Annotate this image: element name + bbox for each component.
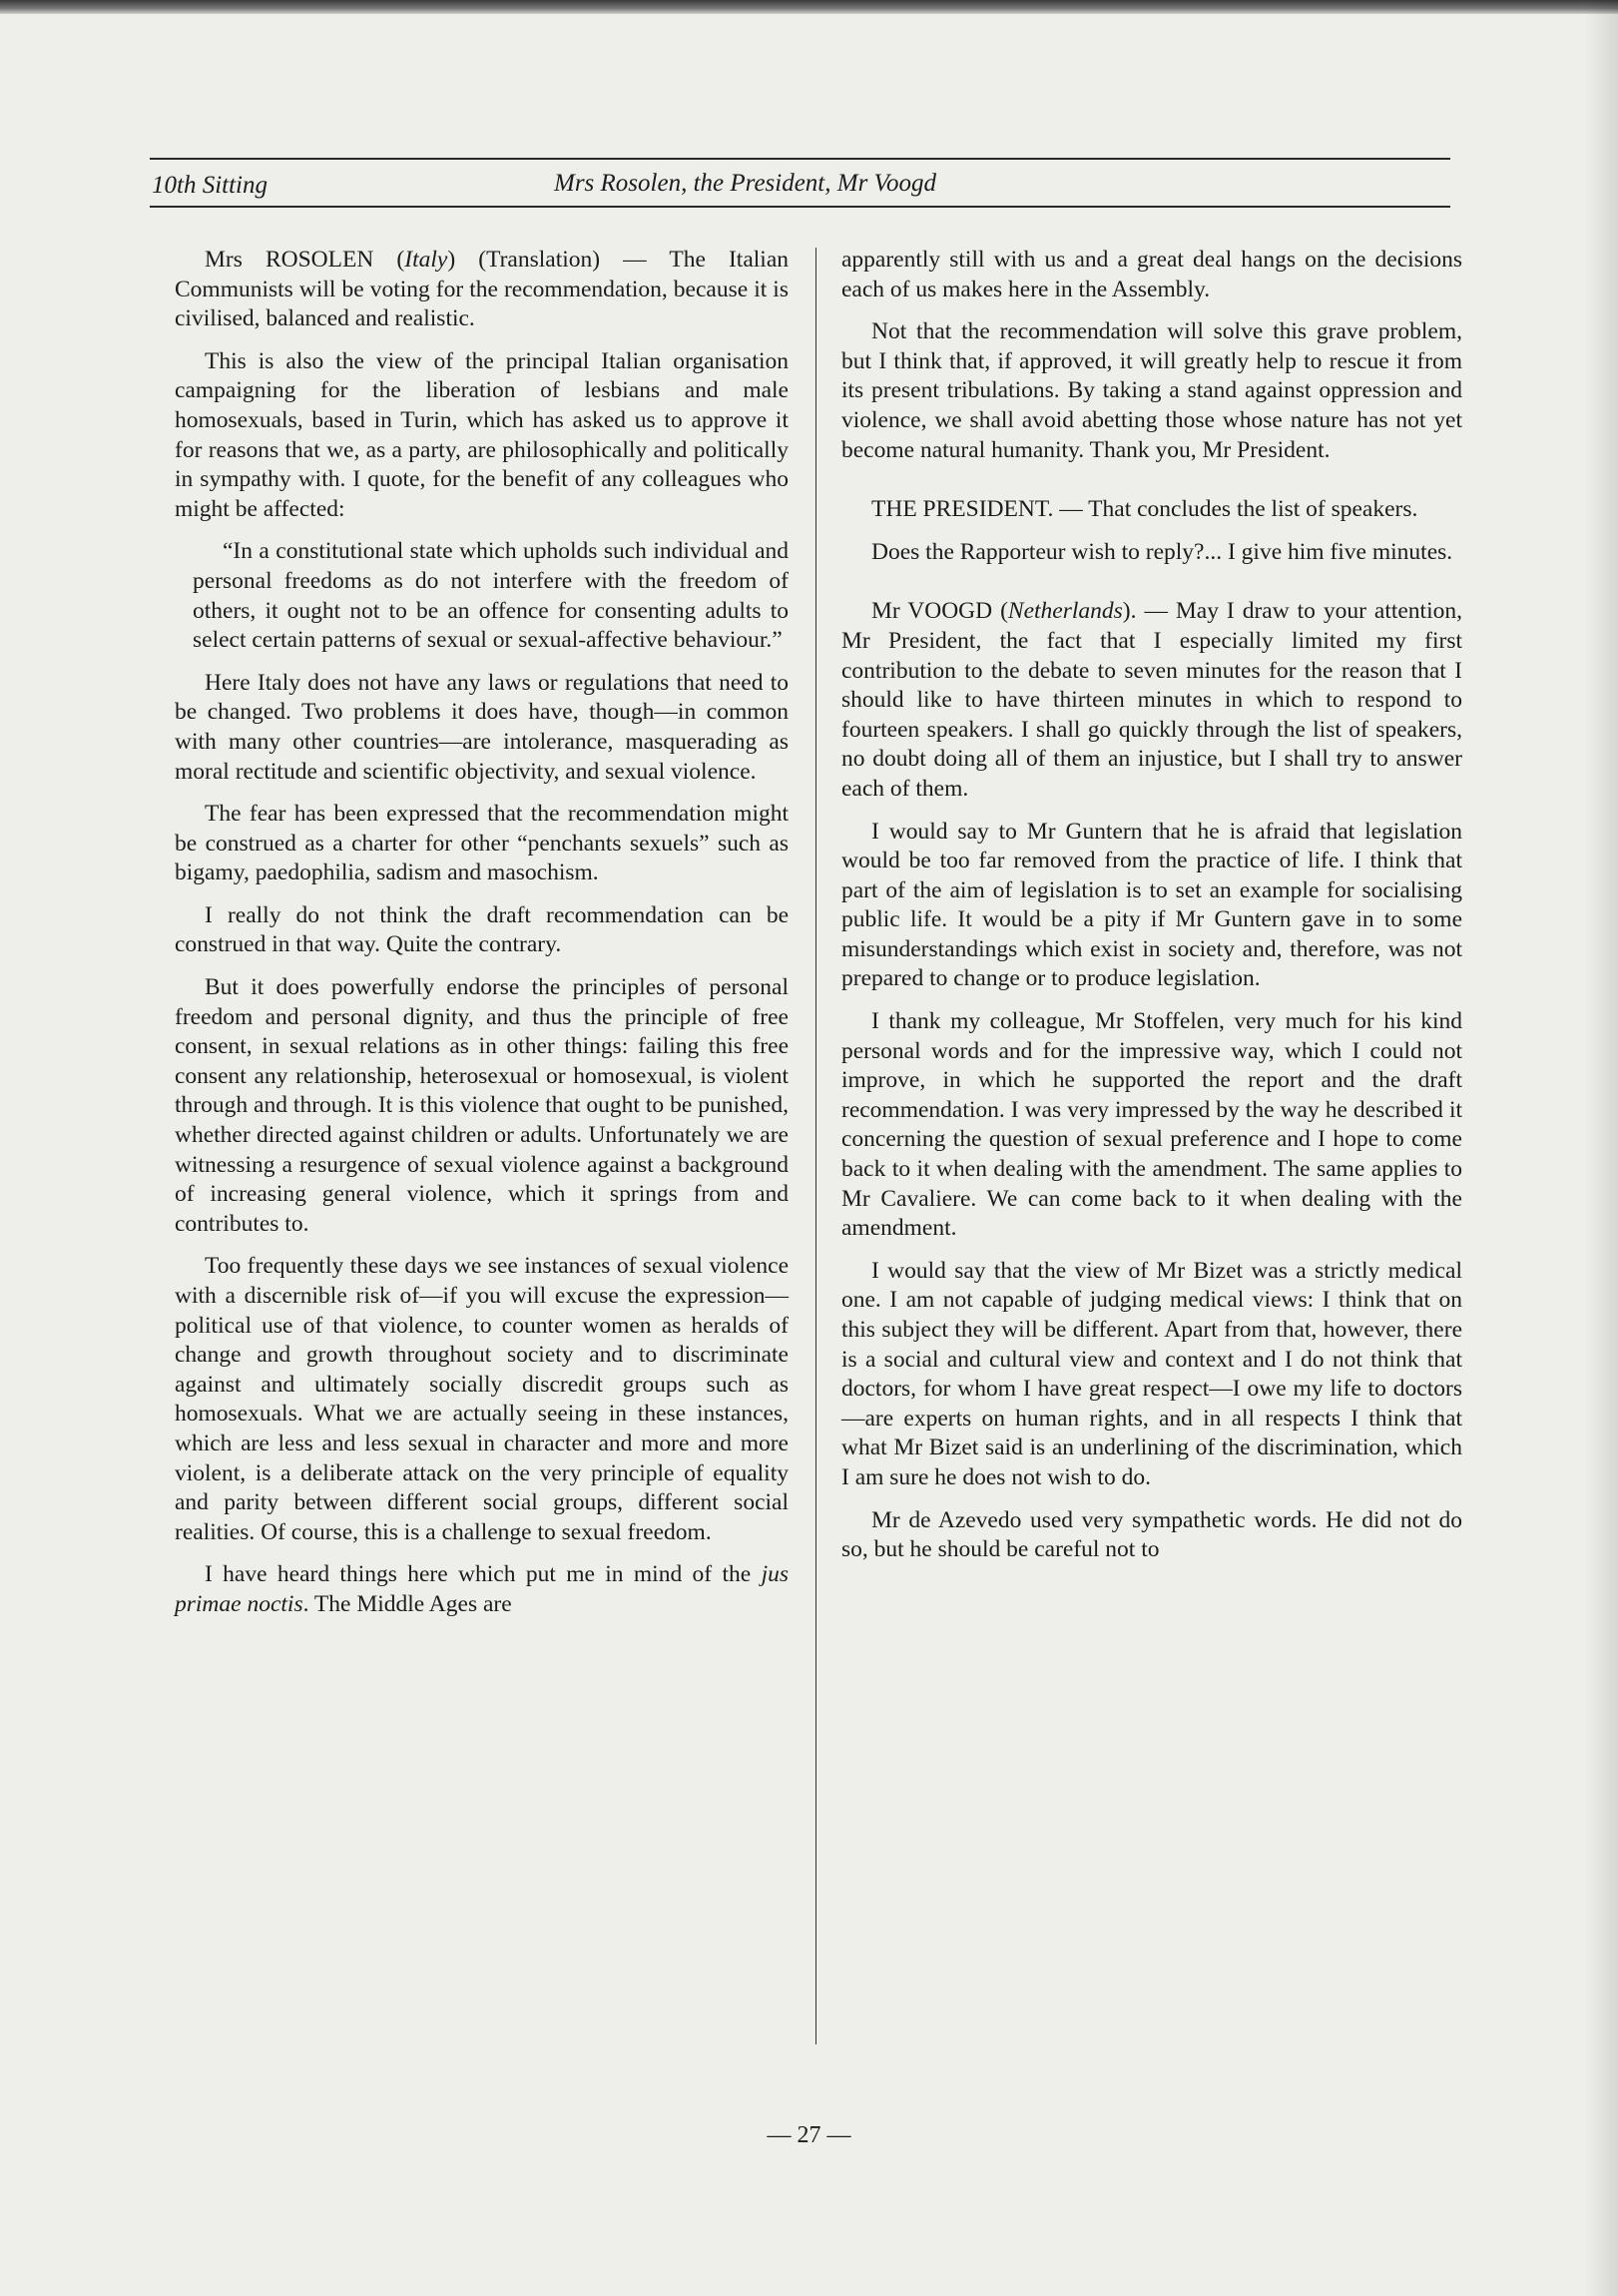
paragraph: I thank my colleague, Mr Stoffelen, very much for his kind personal words and for the impressive way, which I could not improve, in which he supported the report and the draft recommendation. I was very impressed by the way he described it concerning the question of sexual preference and I hope to come back to it when dealing with the amendment. The same applies to Mr Cavaliere. We can come back to it when dealing with the amendment.	[841, 1008, 1462, 1242]
paragraph: I would say to Mr Guntern that he is afraid that legislation would be too far removed from the practice of life. I think that part of the aim of legislation is to set an example for socialising public life. It would be a pity if Mr Guntern gave in to some misunderstandings which exist in society and, therefore, was not prepared to change or to produce legislation.	[841, 818, 1462, 992]
latin-phrase: jus primae noctis	[175, 1561, 789, 1617]
header-rule-top	[150, 158, 1450, 160]
paragraph: Here Italy does not have any laws or regulations that need to be changed. Two problems it does have, though—in common with many other countries—are intolerance, masquerading as moral rectitude and scientific objectivity, and sexual violence.	[175, 669, 789, 785]
speakers-label: Mrs Rosolen, the President, Mr Voogd	[554, 170, 937, 197]
running-header	[150, 168, 1450, 204]
scan-right-shadow	[1584, 0, 1618, 2296]
paragraph: The fear has been expressed that the recommendation might be construed as a charter for other “penchants sexuels” such as bigamy, paedophilia, sadism and masochism.	[175, 801, 789, 886]
sitting-label: 10th Sitting	[152, 172, 268, 199]
paragraph: Not that the recommendation will solve this grave problem, but I think that, if approved, it will greatly help to rescue it from its present tribulations. By taking a stand against oppression and violence, we shall avoid abetting those whose nature has not yet become natural humanity. Thank you, Mr President.	[841, 318, 1462, 463]
speaker-country: Italy	[404, 247, 448, 273]
paragraph: Too frequently these days we see instances of sexual violence with a discernible risk of—if you will excuse the expression—political use of that violence, to counter women as heralds of change and growth throughout society and to discriminate against and ultimately socially discredit groups such as homosexuals. What we are actually seeing in these instances, which are less and less sexual in character and more and more violent, is a deliberate attack on the very principle of equality and parity between different social groups, different social realities. Of course, this is a challenge to sexual freedom.	[175, 1253, 789, 1545]
paragraph: Mrs ROSOLEN (Italy) (Translation) — The Italian Communists will be voting for the recommendation, because it is civilised, balanced and realistic.	[175, 247, 790, 332]
speaker-name: THE PRESIDENT.	[871, 496, 1054, 523]
left-column	[175, 246, 789, 1633]
right-column	[841, 246, 1462, 1578]
quotation	[193, 537, 789, 655]
speaker-name: Mrs ROSOLEN	[205, 247, 374, 273]
paragraph: THE PRESIDENT. — That concludes the list of speakers.	[871, 496, 1418, 523]
paragraph: I would say that the view of Mr Bizet was a strictly medical one. I am not capable of judging medical views: I think that on this subject they will be different. Apart from that, however, there is a social and cultural view and context and I do not think that doctors, for whom I have great respect—I owe my life to doctors—are experts on human rights, and in all respects I think that what Mr Bizet said is an underlining of the discrimination, which I am sure he does not wish to do.	[841, 1257, 1462, 1490]
paragraph: apparently still with us and a great deal hangs on the decisions each of us makes here in the Assembly.	[841, 247, 1462, 302]
paragraph: Mr de Azevedo used very sympathetic words. He did not do so, but he should be careful not to	[841, 1506, 1462, 1563]
paragraph: I have heard things here which put me in mind of the jus primae noctis. The Middle Ages are	[175, 1561, 789, 1617]
paragraph: I really do not think the draft recommendation can be construed in that way. Quite the contrary.	[175, 901, 789, 958]
paragraph: This is also the view of the principal Italian organisation campaigning for the liberation of lesbians and male homosexuals, based in Turin, which has asked us to approve it for reasons that we, as a party, are philosophically and politically in sympathy with. I quote, for the benefit of any colleagues who might be affected:	[175, 347, 789, 522]
column-divider	[815, 248, 816, 2044]
speaker-country: Netherlands	[1007, 598, 1123, 625]
quote-text: “In a constitutional state which upholds such individual and personal freedoms as do not interfere with the freedom of others, it ought not to be an offence for consenting adults to select certain patterns of sexual or sexual-affective behaviour.”	[193, 538, 789, 654]
paragraph: Does the Rapporteur wish to reply?... I give him five minutes.	[871, 538, 1453, 565]
speaker-name: Mr VOOGD	[871, 598, 993, 625]
paragraph: But it does powerfully endorse the principles of personal freedom and personal dignity, and thus the principle of free consent, in sexual relations as in other things: failing this free consent any relationship, heterosexual or homosexual, is violent through and through. It is this violence that ought to be punished, whether directed against children or adults. Unfortunately we are witnessing a resurgence of sexual violence against a background of increasing general violence, which it springs from and contributes to.	[175, 974, 789, 1237]
scan-top-edge	[0, 0, 1618, 14]
paragraph: Mr VOOGD (Netherlands). — May I draw to your attention, Mr President, the fact that I especially limited my first contribution to the debate to seven minutes for the reason that I should like to have thirteen minutes in which to respond to fourteen speakers. I shall go quickly through the list of speakers, no doubt doing all of them an injustice, but I shall try to answer each of them.	[841, 598, 1462, 802]
page-number: — 27 —	[767, 2122, 851, 2148]
header-rule-bottom	[150, 206, 1450, 208]
